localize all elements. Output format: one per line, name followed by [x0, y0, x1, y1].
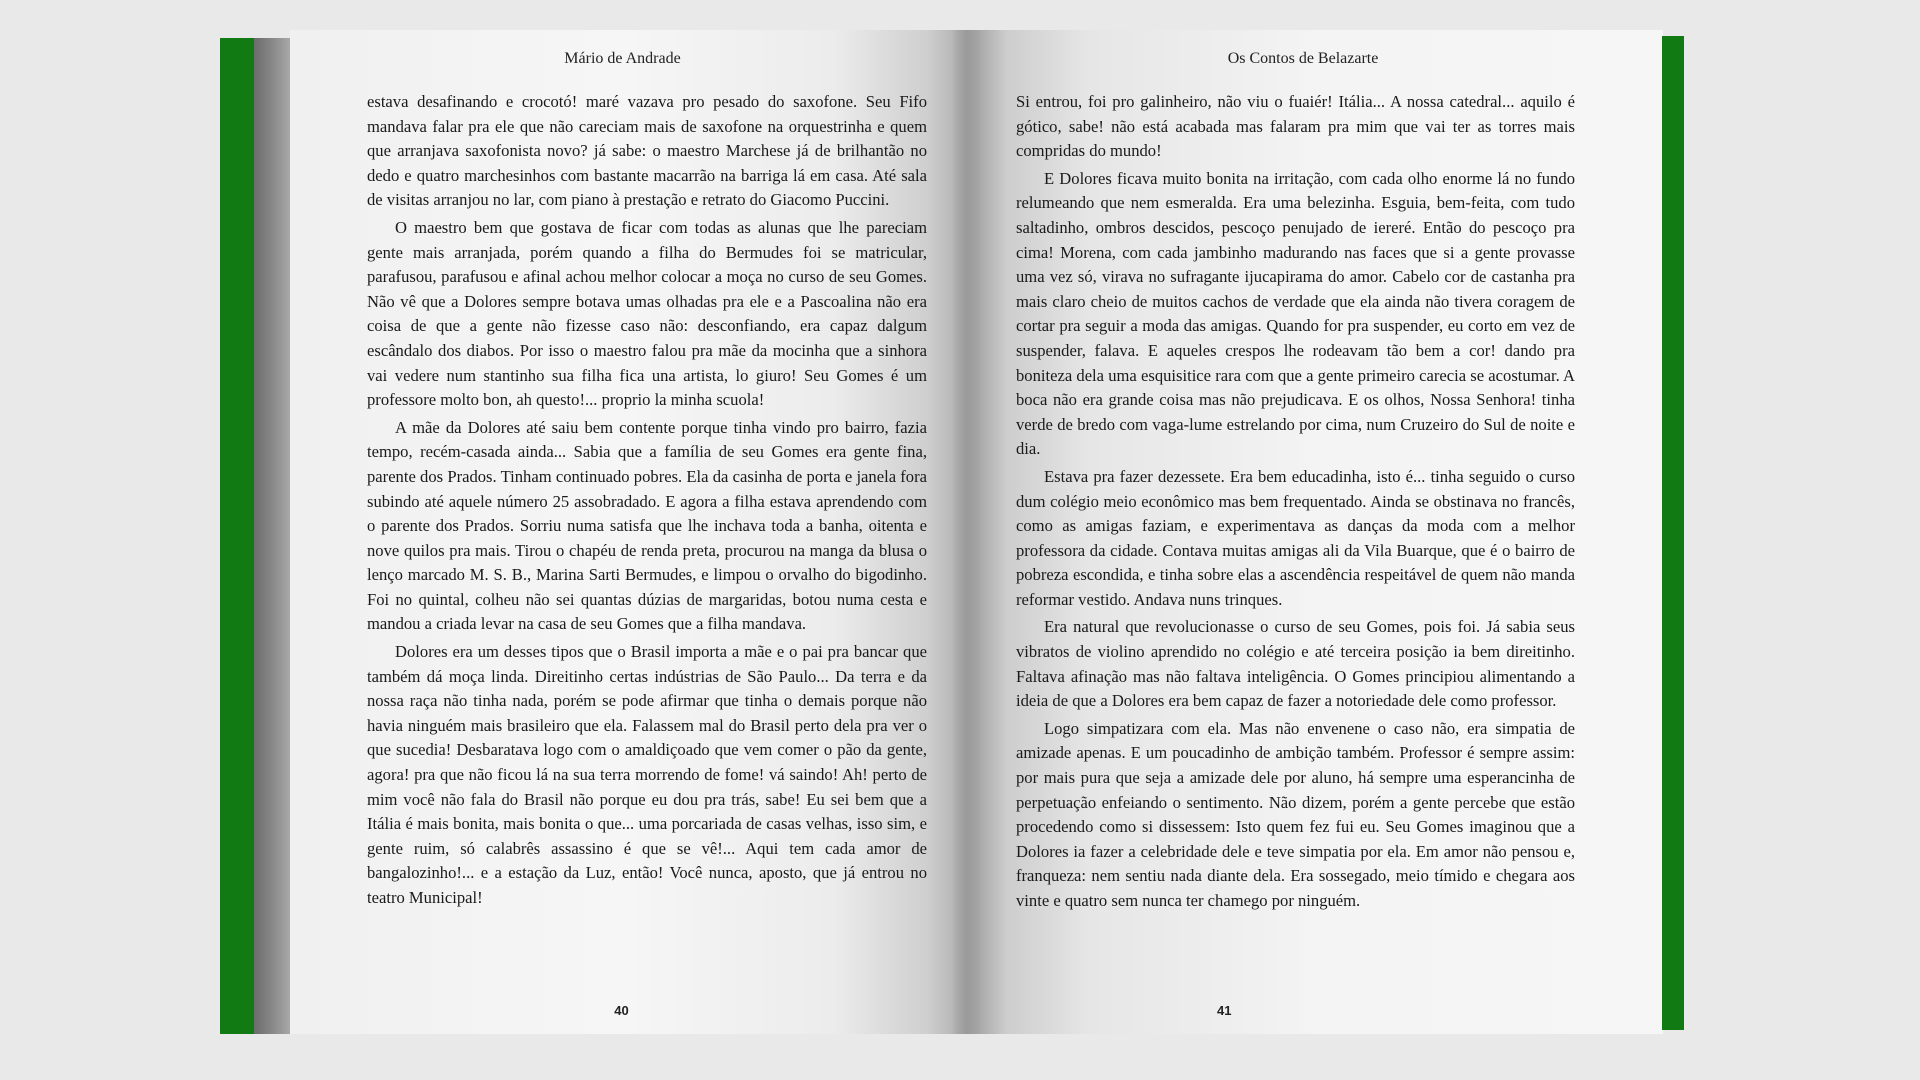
open-book [220, 30, 1684, 1034]
page-stack-edge [254, 38, 290, 1034]
paragraph: Estava pra fazer dezessete. Era bem educadinha, isto é... tinha seguido o curso dum colégio meio econômico mas bem frequentado. Ainda se obstinava no francês, como as amigas faziam, e experimentava as danças da moda com a melhor professora da cidade. Contava muitas amigas ali da Vila Buarque, que é o bairro de pobreza escondida, e tinha sobre elas a ascendência respeitável de quem não manda reformar vestido. Andava nuns trinques. [1016, 466, 1575, 609]
paragraph: estava desafinando e crocotó! maré vazava pro pesado do saxofone. Seu Fifo mandava falar pra ele que não careciam mais de saxofone na orquestrinha e quem que arranjava saxofonista novo? já sabe: o maestro Marchese já de brilhantão no dedo e quatro marchesinhos com bastante macarrão na barriga lá em casa. Até sala de visitas arranjou no lar, com piano à prestação e retrato do Giacomo Puccini. [367, 92, 927, 210]
page-number-right: 41 [1217, 1003, 1232, 1018]
page-number-left: 40 [614, 1003, 629, 1018]
left-page-text [367, 90, 927, 914]
paragraph: Era natural que revolucionasse o curso de seu Gomes, pois foi. Já sabia seus vibratos de violino aprendido no colégio e até terceira posição ia bem direitinho. Faltava afinação mas não faltava inteligência. O Gomes principiou alimentando a ideia de que a Dolores era bem capaz de fazer a notoriedade dele como professor. [1016, 617, 1575, 711]
book-cover-left-edge [220, 38, 254, 1034]
right-page [979, 30, 1663, 1034]
running-head-author: Mário de Andrade [564, 50, 681, 67]
book-gutter [953, 30, 979, 1034]
paragraph: Logo simpatizara com ela. Mas não envenene o caso não, era simpatia de amizade apenas. E um poucadinho de ambição também. Professor é sempre assim: por mais pura que seja a amizade dele por aluno, há sempre uma esperancinha de perpetuação enfeiando o sentimento. Não dizem, porém a gente percebe que estão procedendo como si dissessem: Isto quem fez fui eu. Seu Gomes imaginou que a Dolores ia fazer a celebridade dele e teve simpatia por ela. Em amor não pensou e, franqueza: nem sentiu nada diante dela. Era sossegado, meio tímido e chegara aos vinte e quatro sem nunca ter chamego por ninguém. [1016, 718, 1575, 910]
paragraph: Si entrou, foi pro galinheiro, não viu o fuaiér! Itália... A nossa catedral... aquilo é gótico, sabe! não está acabada mas falaram pra mim que vai ter as torres mais compridas do mundo! [1016, 92, 1575, 161]
right-page-text [1016, 90, 1575, 917]
left-page [290, 30, 953, 1034]
paragraph: Dolores era um desses tipos que o Brasil importa a mãe e o pai pra bancar que também dá moça linda. Direitinho certas indústrias de São Paulo... Da terra e da nossa raça não tinha nada, porém se pode afirmar que tinha o demais porque não havia ninguém mais brasileiro que ela. Falassem mal do Brasil perto dela pra ver o que sucedia! Desbaratava logo com o amaldiçoado que vem comer o pão da gente, agora! pra que não ficou lá na sua terra morrendo de fome! vá saindo! Ah! perto de mim você não fala do Brasil não porque eu dou pra trás, sabe! Eu sei bem que a Itália é mais bonita, mais bonita o que... uma porcariada de casas velhas, isso sim, e gente ruim, só calabrês assassino é que se vê!... Aqui tem cada amor de bangalozinho!... e a estação da Luz, então! Você nunca, aposto, que já entrou no teatro Municipal! [367, 642, 927, 907]
book-cover-right-edge [1662, 36, 1684, 1030]
paragraph: O maestro bem que gostava de ficar com todas as alunas que lhe pareciam gente mais arranjada, porém quando a filha do Bermudes foi se matricular, parafusou, parafusou e afinal achou melhor colocar a moça no curso de seu Gomes. Não vê que a Dolores sempre botava umas olhadas pra ele e a Pascoalina não era coisa de que a gente não fizesse caso não: desconfiando, era capaz dalgum escândalo dos diabos. Por isso o maestro falou pra mãe da mocinha que a sinhora vai vedere num stantinho sua filha fica una artista, lo giuro! Seu Gomes é um professore molto bon, ah questo!... proprio la minha scuola! [367, 217, 927, 410]
paragraph: A mãe da Dolores até saiu bem contente porque tinha vindo pro bairro, fazia tempo, recém-casada ainda... Sabia que a família de seu Gomes era gente fina, parente dos Prados. Tinham continuado pobres. Ela da casinha de porta e janela fora subindo até aquele número 25 assobradado. E agora a filha estava aprendendo com o parente dos Prados. Sorriu numa satisfa que lhe inchava toda a banha, oitenta e nove quilos pra mais. Tirou o chapéu de renda preta, procurou na manga da blusa o lenço marcado M. S. B., Marina Sarti Bermudes, e limpou o orvalho do bigodinho. Foi no quintal, colheu não sei quantas dúzias de margaridas, botou numa cesta e mandou a criada levar na casa de seu Gomes que a filha mandava. [367, 417, 927, 634]
paragraph: E Dolores ficava muito bonita na irritação, com cada olho enorme lá no fundo relumeando que nem esmeralda. Era uma belezinha. Esguia, bem-feita, com tudo saltadinho, ombros descidos, pescoço penujado de iereré. Então do pescoço pra cima! Morena, com cada jambinho madurando nas faces que si a gente provasse uma vez só, virava no sufragante ijucapirama do amor. Cabelo cor de castanha pra mais claro cheio de muitos cachos de verdade que ela ainda não tivera coragem de cortar pra seguir a moda das amigas. Quando for pra suspender, eu corto em vez de suspender, falava. E aqueles crespos lhe rodeavam tão bem a cor! dando pra boniteza dela uma esquisitice rara com que a gente primeiro carecia se acostumar. A boca não era grande coisa mas não prejudicava. E os olhos, Nossa Senhora! tinha verde de bredo com vaga-lume estrelando por cima, num Cruzeiro do Sul de noite e dia. [1016, 168, 1575, 459]
running-head-title: Os Contos de Belazarte [1227, 50, 1379, 67]
